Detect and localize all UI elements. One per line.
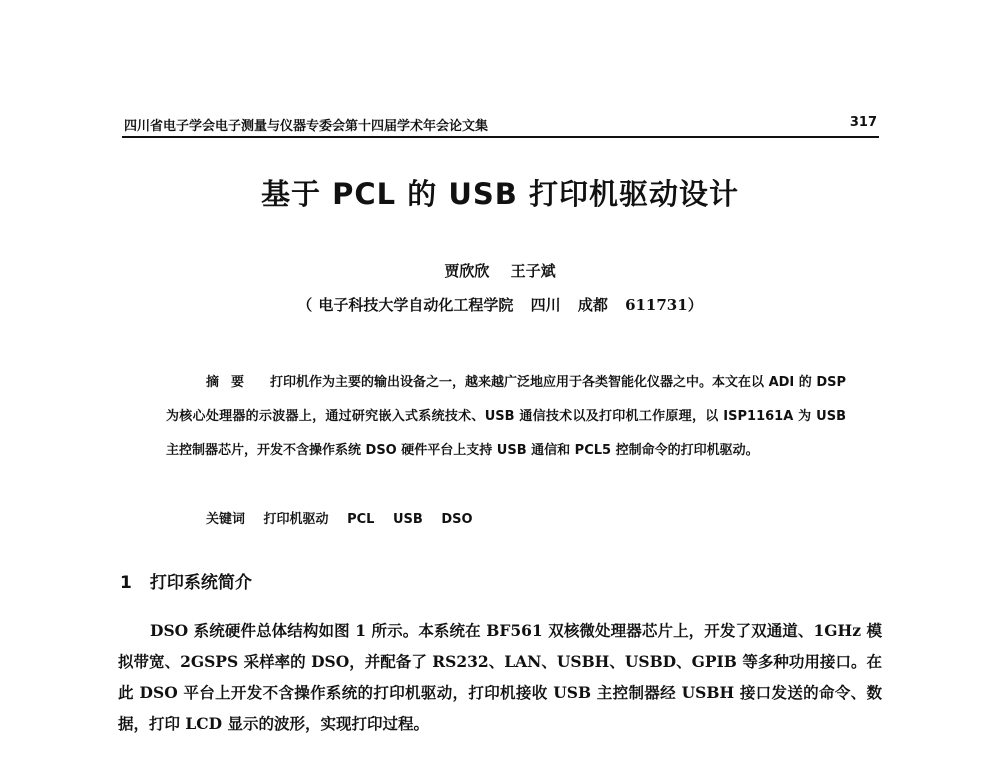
keywords-label: 关键词 <box>206 512 246 527</box>
section-1-heading <box>120 568 252 593</box>
keyword-1: 打印机驱动 <box>263 512 329 527</box>
paper-title: 基于 PCL 的 USB 打印机驱动设计 <box>261 177 739 211</box>
journal-title: 四川省电子学会电子测量与仪器专委会第十四届学术年会论文集 <box>124 119 489 134</box>
affiliation <box>0 294 1000 315</box>
author-1: 贾欣欣 <box>444 262 490 280</box>
author-list <box>0 260 1000 281</box>
section-1-title: 打印系统简介 <box>149 573 252 593</box>
affiliation-close-paren: ） <box>687 296 703 314</box>
page-number: 317 <box>849 115 877 130</box>
affiliation-postcode: 611731 <box>625 296 688 314</box>
affiliation-city: 成都 <box>577 296 608 314</box>
section-1-number: 1 <box>120 573 132 593</box>
keyword-2: PCL <box>347 512 375 527</box>
abstract-label: 摘要 <box>206 375 257 390</box>
affiliation-institution: 电子科技大学自动化工程学院 <box>318 296 514 314</box>
keyword-3: USB <box>392 512 423 527</box>
author-2: 王子斌 <box>510 262 556 280</box>
affiliation-province: 四川 <box>530 296 561 314</box>
keyword-4: DSO <box>441 512 473 527</box>
affiliation-open-paren: （ <box>297 296 313 314</box>
section-1-paragraph: DSO 系统硬件总体结构如图 1 所示。本系统在 BF561 双核微处理器芯片上，开发了双通道、1GHz 模拟带宽、2GSPS 采样率的 DSO，并配备了 RS232、LAN、USBH、USBD、GPIB 等多种功用接口。在此 DSO 平台上开发不含操作系统的打印机驱动，打印机接收 USB 主控制器经 USBH 接口发送的命令、数据，打印 LCD 显示的波形，实现打印过程。 <box>118 621 882 733</box>
abstract-text: 打印机作为主要的输出设备之一，越来越广泛地应用于各类智能化仪器之中。本文在以 ADI 的 DSP 为核心处理器的示波器上，通过研究嵌入式系统技术、USB 通信技术以及打印机工作原理，以 ISP1161A 为 USB 主控制器芯片，开发不含操作系统 DSO 硬件平台上支持 USB 通信和 PCL5 控制命令的打印机驱动。 <box>166 375 846 458</box>
keywords <box>206 508 487 527</box>
abstract <box>166 366 846 468</box>
running-header <box>122 114 879 138</box>
